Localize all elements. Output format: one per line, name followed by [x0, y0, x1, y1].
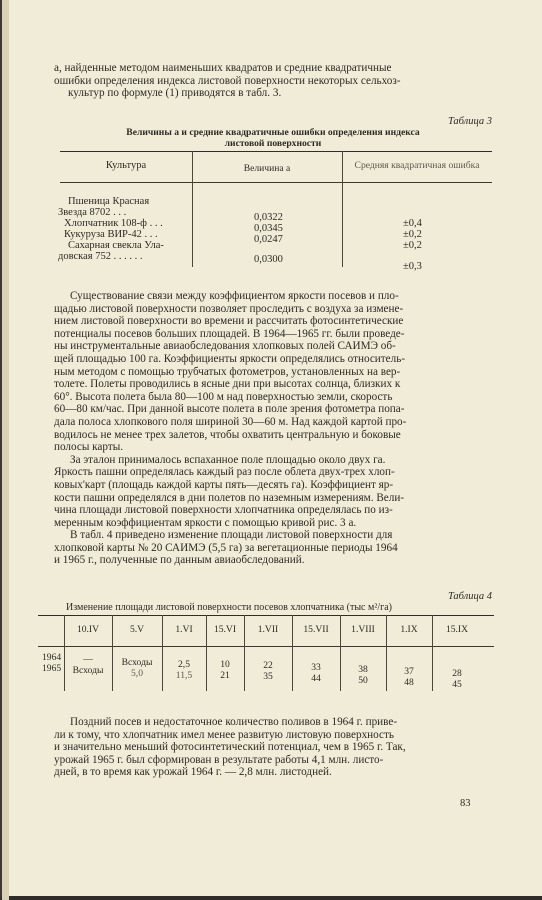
table4-date: 5.V: [129, 624, 145, 635]
text-line: и 1965 г., полученные по данным авиаобследований.: [54, 554, 305, 567]
table4-cell-1964: —: [83, 654, 93, 665]
table4-date: 1.VI: [175, 624, 193, 635]
table4-cell-1965: 35: [263, 671, 273, 682]
text-line: В табл. 4 приведено изменение площади листовой поверхности для: [70, 529, 393, 542]
table4-header-rule: [38, 646, 494, 647]
table4-cell-1964: Всходы: [121, 657, 153, 668]
table3-caption: [54, 116, 492, 149]
table3-crop-line: Хлопчатник 108-ф . . .: [64, 218, 163, 229]
table3-header-crop: Культура: [105, 160, 147, 171]
table4-cell-1964: 10: [220, 659, 230, 670]
intro-paragraph: [54, 62, 492, 100]
text-line: ны инструментальные авиаобследования хлопковых полей САИМЭ об-: [54, 340, 396, 353]
table3-top-rule: [60, 151, 492, 152]
text-line: 60—80 км/час. При данной высоте полета в поле зрения фотометра попа-: [54, 403, 405, 416]
table3-a-value: 0,0247: [254, 234, 283, 245]
table4-date: 10.IV: [76, 624, 100, 635]
table4-cell-1964: 33: [311, 662, 321, 673]
text-line: потенциалы посевов больших площадей. В 1964—1965 гг. были проведе-: [54, 327, 405, 340]
text-line: хлопковой карты № 20 САИМЭ (5,5 га) за вегетационные периоды 1964: [54, 541, 398, 554]
table4-cell-1965: Всходы: [72, 665, 104, 676]
text-line: дней, в то время как урожай 1964 г. — 2,8 млн. листодней.: [54, 766, 332, 779]
page-binding-edge: [2, 0, 9, 900]
table4-cell-1965: 50: [358, 675, 368, 686]
table4-date: 1.IX: [400, 624, 418, 635]
table3-crop-line: Пшеница Красная: [68, 196, 150, 207]
table4-date: 1.VII: [257, 624, 279, 635]
text-line: ли к тому, что хлопчатник имел менее развитую листовую поверхность: [54, 728, 394, 741]
table3-a-value: 0,0300: [254, 254, 283, 265]
table4-date: 15.VI: [213, 624, 237, 635]
table4-cell-1964: 38: [358, 664, 368, 675]
table3-a-value: 0,0322: [254, 212, 283, 223]
text-line: Поздний посев и недостаточное количество поливов в 1964 г. приве-: [70, 716, 398, 728]
text-line: 60°. Высота полета была 80—100 м над поверхностью земли, скорость: [54, 390, 393, 403]
text-line: a, найденные методом наименьших квадратов и средние квадратичные: [54, 62, 392, 74]
table4-cell-1964: 2,5: [178, 659, 190, 670]
text-line: дала полоса хлопкового поля шириной 30—60 м. Над каждой картой про-: [54, 415, 407, 428]
text-line: чина площади листовой поверхности хлопчатника определялась по из-: [54, 504, 393, 517]
table4-caption: [54, 591, 492, 613]
table4-cell-1965: 11,5: [175, 670, 193, 681]
table4-cell-1965: 48: [404, 677, 414, 688]
table3-header-rule: [60, 182, 492, 183]
table3-title-line: листовой поверхности: [224, 138, 322, 149]
table3-a-value: 0,0345: [254, 223, 283, 234]
text-line: и значительно меньший фотосинтетический потенциал, чем в 1965 г. Так,: [54, 741, 406, 754]
text-line: нием листовой поверхности во времени и рассчитать фотосинтетические: [54, 315, 404, 328]
text-line: полосы карты.: [54, 441, 124, 454]
table3-error-value: ±0,2: [403, 240, 422, 251]
text-line: ковых'карт (площадь каждой карты пять—десять га). Коэффициент яр-: [54, 478, 394, 491]
text-line: Яркость пашни определялась каждый раз после облета двух-трех хлоп-: [54, 466, 395, 479]
text-line: щадью листовой поверхности позволяет проследить с воздуха за измене-: [54, 302, 404, 315]
page-number: 83: [460, 798, 471, 809]
table3-crop-line: Сахарная свекла Ула-: [68, 240, 164, 251]
table3-error-value: ±0,3: [403, 261, 422, 272]
text-line: толете. Полеты проводились в ясные дни при высотах солнца, близких к: [54, 378, 401, 391]
table3-error-value: ±0,2: [403, 229, 422, 240]
table4-top-rule: [38, 615, 494, 616]
final-paragraph: [54, 716, 492, 779]
body-text: [54, 290, 492, 567]
text-line: За эталон принималось вспаханное поле площадью около двух га.: [70, 453, 386, 466]
table4-cell-1965: 5,0: [131, 668, 143, 679]
table4-cell-1965: 21: [220, 670, 230, 681]
table4-title: Изменение площади листовой поверхности посевов хлопчатника (тыс м²/га): [66, 602, 392, 613]
table4-cell-1965: 45: [452, 679, 462, 690]
table4-cell-1964: 22: [263, 660, 273, 671]
table3-crop-line: Кукуруза ВИР-42 . . .: [64, 229, 158, 240]
table3-crop-line: довская 752 . . . . . .: [58, 251, 143, 262]
table4-date: 15.IX: [445, 624, 469, 635]
table4-label: Таблица 4: [447, 591, 492, 602]
table3-header-error: Средняя квадратичная ошибка: [354, 160, 480, 171]
text-line: меренным коэффициентам яркости с помощью кривой рис. 3 а.: [54, 516, 357, 529]
table4-cell-1965: 44: [311, 673, 321, 684]
text-line: ным методом с помощью трубчатых фотометров, установленных на вер-: [54, 365, 401, 378]
text-line: ошибки определения индекса листовой поверхности некоторых сельхоз-: [54, 74, 401, 87]
table3-label: Таблица 3: [447, 116, 492, 127]
table3-col-divider: [342, 151, 343, 267]
text-line: Существование связи между коэффициентом яркости посевов и пло-: [70, 290, 399, 302]
table3-title-line: Величины a и средние квадратичные ошибки определения индекса: [126, 127, 420, 138]
table3-error-value: ±0,4: [403, 218, 422, 229]
table4-cell-1964: 28: [452, 668, 462, 679]
text-line: урожай 1965 г. был сформирован в результате работы 4,1 млн. листо-: [54, 753, 384, 766]
text-line: кости пашни определялся в дни полетов по наземным измерениям. Вели-: [54, 491, 405, 504]
table4-date: 1.VIII: [351, 624, 375, 635]
text-line: культур по формуле (1) приводятся в табл. 3.: [68, 87, 282, 100]
text-line: щей площадью 100 га. Коэффициенты яркости определялись относитель-: [54, 352, 406, 365]
table4-year: 1964: [42, 652, 62, 663]
text-line: водилось не менее трех залетов, чтобы охватить центральную и боковые: [54, 428, 401, 441]
table4-year: 1965: [42, 663, 62, 674]
table3-crop-line: Звезда 8702 . . .: [58, 207, 127, 218]
table3-header-a: Величина a: [243, 163, 291, 174]
table4-date: 15.VII: [303, 624, 329, 635]
table4-cell-1964: 37: [404, 666, 414, 677]
